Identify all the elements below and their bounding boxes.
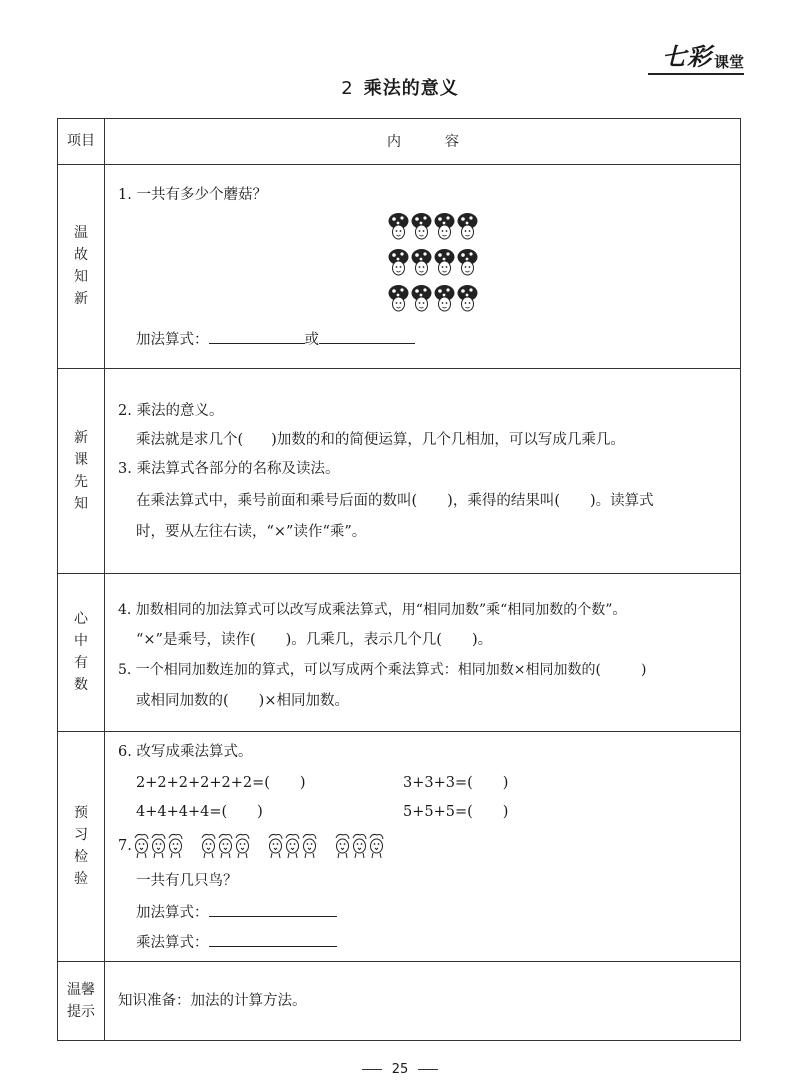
q2-text-a: 乘法就是求几个( <box>136 432 244 448</box>
mushroom-row <box>388 284 480 312</box>
header-item <box>57 118 105 164</box>
label-line: 温馨 <box>67 982 95 998</box>
bird-icon <box>217 832 234 860</box>
q4-b-a: “×”是乘号，读作( <box>136 632 256 648</box>
q5-b-a: 或相同加数的( <box>136 693 229 709</box>
label-char: 新 <box>74 291 88 307</box>
mushroom-icon <box>457 212 478 240</box>
label-char: 验 <box>74 871 88 887</box>
title-text: 乘法的意义 <box>363 78 459 99</box>
label-char: 先 <box>74 473 88 490</box>
question-1: 1. 一共有多少个蘑菇？ <box>118 187 267 203</box>
q7-mul-line <box>136 928 337 957</box>
label-char: 检 <box>74 849 88 865</box>
bird-groups <box>133 832 385 860</box>
mushroom-icon <box>434 212 455 240</box>
expr-text: 4+4+4+4=( <box>136 804 228 820</box>
label-char: 数 <box>74 677 88 693</box>
bird-icon <box>267 832 284 860</box>
mushroom-icon <box>434 284 455 312</box>
label-char: 心 <box>74 611 88 627</box>
page-title <box>0 74 800 100</box>
answer-blank[interactable] <box>209 325 305 344</box>
page-dash <box>418 1069 438 1070</box>
q5-b-b: )×相同加数。 <box>258 693 349 709</box>
label-char: 知 <box>74 269 88 285</box>
bird-icon <box>334 832 351 860</box>
expr-end: ) <box>502 804 509 820</box>
q1-answer-line <box>136 325 415 354</box>
section-label-summary <box>57 573 105 731</box>
label-char: 知 <box>74 495 88 512</box>
q2-text <box>136 426 625 454</box>
expr-3 <box>136 798 263 826</box>
mushroom-icon <box>411 212 432 240</box>
page-dash <box>362 1069 382 1070</box>
question-5 <box>118 656 646 684</box>
bird-group <box>200 832 251 860</box>
q5-a-end: ) <box>641 662 647 678</box>
mushroom-icon <box>411 248 432 276</box>
label-char: 中 <box>74 633 88 649</box>
q7-question: 一共有几只鸟？ <box>136 873 238 889</box>
q5-a: 5. 一个相同加数连加的算式，可以写成两个乘法算式：相同加数×相同加数的( <box>118 662 601 678</box>
expr-end: ) <box>257 804 263 820</box>
mushroom-icon <box>388 284 409 312</box>
question-2: 2. 乘法的意义。 <box>118 403 224 419</box>
label-char: 温 <box>74 225 88 241</box>
header-content-b: 容 <box>445 134 459 150</box>
q3-text-b: )，乘得的结果叫( <box>447 493 560 509</box>
expr-text: 2+2+2+2+2+2=( <box>136 775 270 791</box>
question-3: 3. 乘法算式各部分的名称及读法。 <box>118 461 340 477</box>
mushroom-icon <box>388 248 409 276</box>
q4-b-c: )。 <box>471 632 493 648</box>
expr-text: 3+3+3=( <box>403 775 473 791</box>
mushroom-icon <box>411 284 432 312</box>
label-char: 预 <box>74 805 88 821</box>
bird-icon <box>200 832 217 860</box>
bird-group <box>267 832 318 860</box>
q1-add-prefix: 加法算式： <box>136 332 209 348</box>
q4-b <box>136 626 492 654</box>
question-7-num: 7. <box>118 838 132 854</box>
page-number <box>0 1062 800 1077</box>
title-number: 2 <box>341 78 354 99</box>
q3-text-d: 时，要从左往右读，“×”读作“乘”。 <box>136 524 367 540</box>
bird-group <box>133 832 184 860</box>
q2-text-b: )加数的和的简便运算，几个几相加，可以写成几乘几。 <box>271 432 625 448</box>
bird-icon <box>234 832 251 860</box>
bird-icon <box>368 832 385 860</box>
mushroom-row <box>388 212 480 240</box>
bird-icon <box>167 832 184 860</box>
q7-add-label: 加法算式： <box>136 905 209 921</box>
brand-big: 七彩 <box>661 43 712 71</box>
q4-b-b: )。几乘几，表示几个几( <box>285 632 442 648</box>
label-char: 习 <box>74 827 88 843</box>
expr-end: ) <box>502 775 509 791</box>
section-label-review <box>57 164 105 368</box>
expr-end: ) <box>299 775 306 791</box>
bird-icon <box>150 832 167 860</box>
answer-blank[interactable] <box>209 928 337 947</box>
bird-icon <box>301 832 318 860</box>
row-divider <box>57 368 741 369</box>
question-6: 6. 改写成乘法算式。 <box>118 744 253 760</box>
expr-1 <box>136 769 306 797</box>
brand-logo <box>648 42 744 72</box>
row-divider <box>57 573 741 574</box>
section-label-preview <box>57 368 105 573</box>
mushroom-icon <box>434 248 455 276</box>
section-label-check <box>57 731 105 961</box>
mushroom-icon <box>457 284 478 312</box>
bird-group <box>334 832 385 860</box>
mushroom-icon <box>457 248 478 276</box>
mushroom-icon <box>388 212 409 240</box>
label-line: 提示 <box>67 1004 95 1020</box>
row-divider <box>57 961 741 962</box>
tip-text: 知识准备：加法的计算方法。 <box>118 993 307 1009</box>
q7-add-line <box>136 898 337 927</box>
expr-2 <box>403 769 508 797</box>
answer-blank[interactable] <box>209 898 337 917</box>
label-char: 课 <box>74 451 88 468</box>
label-char: 故 <box>74 247 88 263</box>
q3-text-c: )。读算式 <box>589 493 654 509</box>
expr-4 <box>403 798 508 826</box>
q7-mul-label: 乘法算式： <box>136 935 209 951</box>
label-char: 有 <box>74 655 88 671</box>
q1-or: 或 <box>304 332 319 348</box>
label-char: 新 <box>74 429 88 446</box>
answer-blank[interactable] <box>319 325 415 344</box>
row-divider <box>57 731 741 732</box>
bird-icon <box>351 832 368 860</box>
mushroom-grid <box>388 212 480 320</box>
header-item-label: 项目 <box>67 133 95 149</box>
bird-icon <box>284 832 301 860</box>
header-content-a: 内 <box>387 134 401 150</box>
q3-text <box>136 487 654 515</box>
question-4: 4. 加数相同的加法算式可以改写成乘法算式，用“相同加数”乘“相同加数的个数”。 <box>118 602 627 618</box>
brand-small: 课堂 <box>713 53 744 71</box>
section-label-tip <box>57 961 105 1041</box>
header-content <box>105 118 741 164</box>
row-divider <box>57 164 741 165</box>
bird-icon <box>133 832 150 860</box>
mushroom-row <box>388 248 480 276</box>
q5-b <box>136 687 349 715</box>
page-number-value: 25 <box>391 1062 409 1077</box>
expr-text: 5+5+5=( <box>403 804 473 820</box>
q3-text-a: 在乘法算式中，乘号前面和乘号后面的数叫( <box>136 493 418 509</box>
